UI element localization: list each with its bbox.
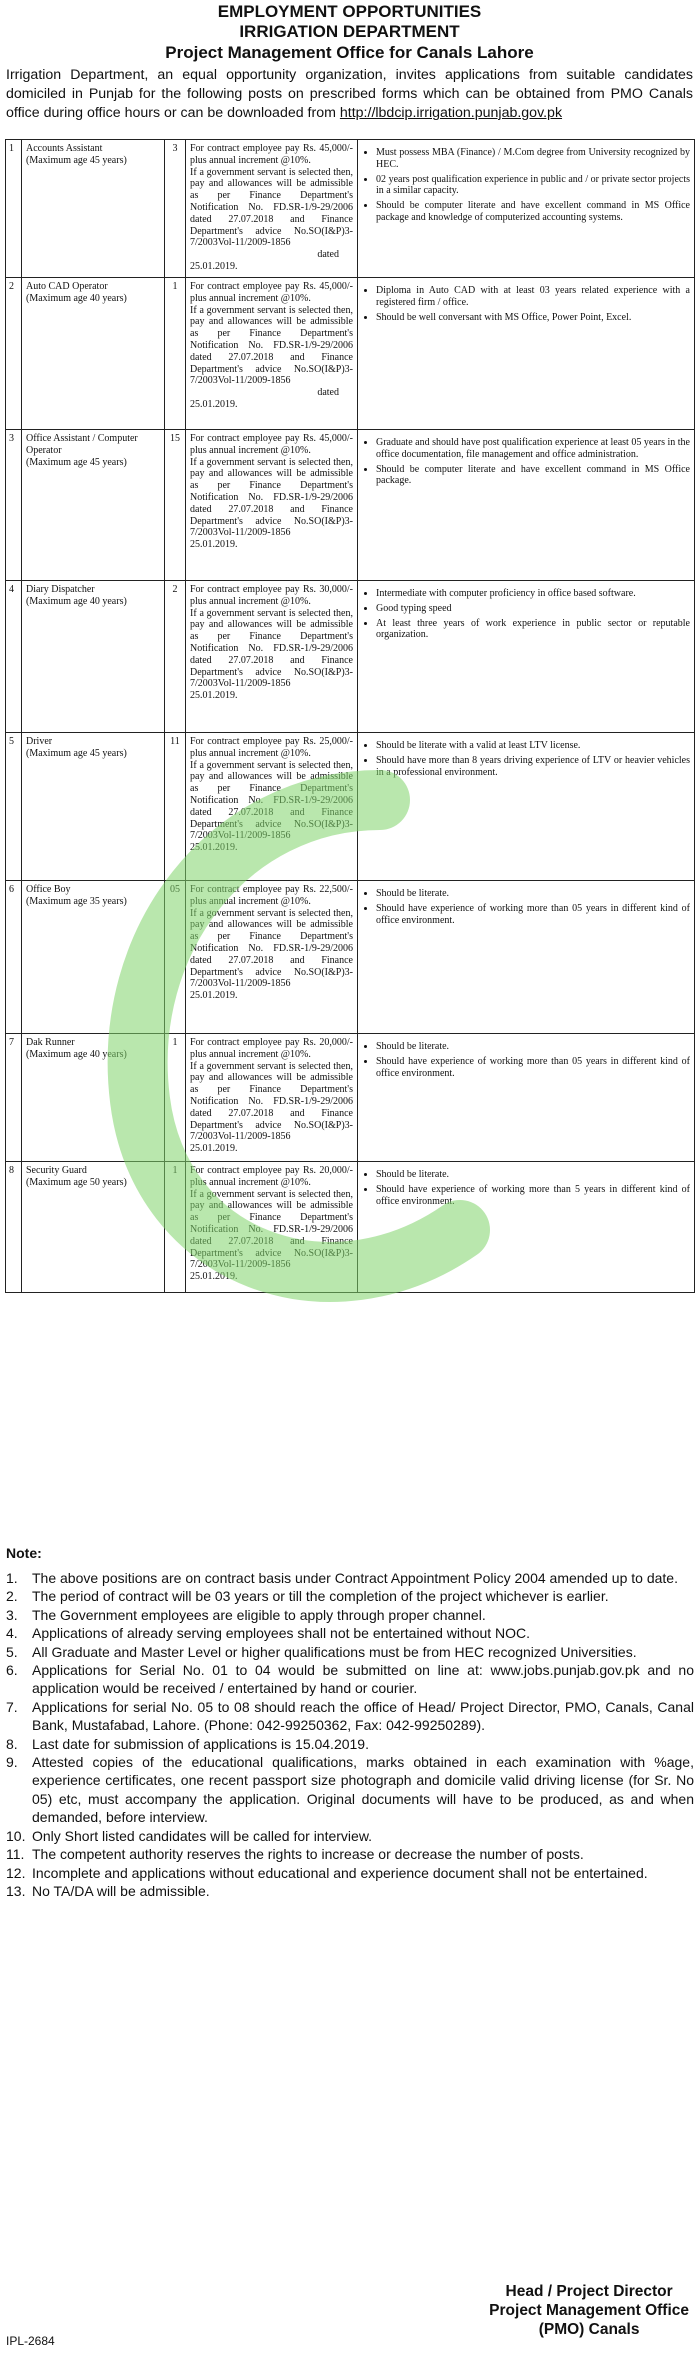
pay-cell [186, 581, 358, 733]
pay-date: 25.01.2019. [190, 990, 238, 1002]
post-row [6, 733, 695, 881]
note-number: 3. [6, 1606, 18, 1623]
note-text: The above positions are on contract basis under Contract Appointment Policy 2004 amended up to date. [32, 1570, 678, 1586]
note-number: 1. [6, 1570, 18, 1586]
requirement-item: • 02 years post qualification experience in public and / or private sector projects in a similar capacity. [376, 174, 690, 198]
note-text: The Government employees are eligible to apply through proper channel. [32, 1606, 486, 1623]
post-count: 05 [165, 881, 186, 1034]
note-number: 9. [6, 1754, 18, 1771]
pay-date: 25.01.2019. [190, 260, 238, 272]
pay-contract: For contract employee pay Rs. 45,000/- plus annual increment @10%. [190, 433, 353, 456]
note-text: No TA/DA will be admissible. [32, 1882, 210, 1899]
note-item [6, 1698, 694, 1735]
pay-contract: For contract employee pay Rs. 25,000/- plus annual increment @10%. [190, 736, 353, 759]
post-title: Driver [26, 736, 53, 747]
post-serial: 7 [6, 1034, 22, 1162]
note-item [6, 1661, 694, 1698]
post-name-cell [22, 140, 165, 278]
requirement-item: • At least three years of work experience in public sector or reputable organization. [376, 618, 690, 642]
requirements-cell [358, 1162, 695, 1293]
requirements-list [362, 588, 690, 641]
note-text: Applications for Serial No. 01 to 04 would be submitted on line at: www.jobs.punjab.gov.pk and no application would be received / entertained by hand or courier. [32, 1662, 694, 1697]
requirement-item: • Should have experience of working more than 05 years in different kind of office environment. [376, 903, 690, 927]
note-number: 2. [6, 1588, 18, 1605]
pay-contract: For contract employee pay Rs. 45,000/- plus annual increment @10%. [190, 281, 353, 304]
requirement-item: • Should have experience of working more than 5 years in different kind of office environment. [376, 1184, 690, 1208]
post-title: Auto CAD Operator [26, 281, 108, 292]
pay-date: 25.01.2019. [190, 690, 238, 702]
post-title: Office Assistant / Computer Operator [26, 433, 138, 456]
requirements-cell [358, 430, 695, 581]
pay-contract: For contract employee pay Rs. 22,500/- plus annual increment @10%. [190, 884, 353, 907]
note-number: 8. [6, 1735, 18, 1752]
header [0, 2, 699, 63]
ipl-reference: IPL-2684 [6, 2334, 55, 2348]
pay-date: 25.01.2019. [190, 398, 238, 410]
note-item [6, 1827, 694, 1845]
requirements-list [362, 740, 690, 778]
pay-cell [186, 430, 358, 581]
post-serial: 6 [6, 881, 22, 1034]
signature-office: Project Management Office [489, 2302, 689, 2319]
post-name-cell [22, 733, 165, 881]
requirement-item: • Should be literate. [376, 1169, 690, 1181]
signature-title: Head / Project Director [505, 2283, 673, 2300]
notes-title: Note: [6, 1545, 42, 1561]
requirements-cell [358, 278, 695, 430]
pay-cell [186, 733, 358, 881]
requirement-item: • Good typing speed [376, 603, 690, 615]
post-age-limit: (Maximum age 40 years) [26, 1048, 127, 1060]
note-item [6, 1864, 694, 1882]
post-count: 15 [165, 430, 186, 581]
header-title: EMPLOYMENT OPPORTUNITIES [217, 2, 482, 21]
note-text: Applications for serial No. 05 to 08 should reach the office of Head/ Project Director, PMO, Canals, Canal Bank, Mustafabad, Lahore. (Phone: 042-99250362, Fax: 042-99250289). [32, 1698, 694, 1734]
post-title: Office Boy [26, 884, 71, 895]
header-office: Project Management Office for Canals Lahore [165, 43, 534, 62]
note-item [6, 1845, 694, 1863]
post-count: 11 [165, 733, 186, 881]
posts-table [5, 139, 695, 1293]
requirement-item: • Intermediate with computer proficiency in office based software. [376, 588, 690, 600]
requirements-cell [358, 140, 695, 278]
pay-cell [186, 278, 358, 430]
note-number: 4. [6, 1625, 18, 1642]
post-name-cell [22, 1034, 165, 1162]
note-number: 13. [6, 1882, 26, 1899]
note-text: The period of contract will be 03 years or till the completion of the project whichever is earlier. [32, 1588, 609, 1605]
pay-contract: For contract employee pay Rs. 30,000/- plus annual increment @10%. [190, 584, 353, 607]
requirements-list [362, 1169, 690, 1207]
note-item [6, 1753, 694, 1827]
post-name-cell [22, 881, 165, 1034]
note-number: 11. [6, 1846, 25, 1863]
post-count: 1 [165, 1162, 186, 1293]
post-name-cell [22, 1162, 165, 1293]
post-count: 1 [165, 278, 186, 430]
post-serial: 5 [6, 733, 22, 881]
requirement-item: • Should be well conversant with MS Office, Power Point, Excel. [376, 312, 690, 324]
post-title: Accounts Assistant [26, 143, 103, 154]
post-count: 1 [165, 1034, 186, 1162]
post-row [6, 430, 695, 581]
requirements-list [362, 437, 690, 487]
pay-dated: dated [317, 387, 339, 399]
post-title: Security Guard [26, 1165, 87, 1176]
notes-list [6, 1569, 694, 1900]
note-text: Incomplete and applications without educational and experience document shall not be entertained. [32, 1864, 648, 1881]
pay-government: If a government servant is selected then, pay and allowances will be admissible as per Finance Department's Notification No. FD.SR-1/9-29/2006 dated 27.07.2018 and Finance Department's advice No.SO(I&P)3-7/2003Vol-11/2009-1856 [190, 1188, 353, 1271]
requirement-item: • Should be computer literate and have excellent command in MS Office package and knowledge of computerized accounting systems. [376, 200, 690, 224]
post-serial: 3 [6, 430, 22, 581]
pay-government: If a government servant is selected then, pay and allowances will be admissible as per Finance Department's Notification No. FD.SR-1/9-29/2006 dated 27.07.2018 and Finance Department's advice No.SO(I&P)3-7/2003Vol-11/2009-1856 [190, 456, 353, 539]
pay-government: If a government servant is selected then, pay and allowances will be admissible as per Finance Department's Notification No. FD.SR-1/9-29/2006 dated 27.07.2018 and Finance Department's advice No.SO(I&P)3-7/2003Vol-11/2009-1856 [190, 907, 353, 990]
requirement-item: • Should be literate. [376, 1041, 690, 1053]
requirements-cell [358, 881, 695, 1034]
pay-government: If a government servant is selected then, pay and allowances will be admissible as per Finance Department's Notification No. FD.SR-1/9-29/2006 dated 27.07.2018 and Finance Department's advice No.SO(I&P)3-7/2003Vol-11/2009-1856 [190, 1060, 353, 1143]
requirements-cell [358, 733, 695, 881]
post-title: Diary Dispatcher [26, 584, 95, 595]
requirement-item: • Diploma in Auto CAD with at least 03 years related experience with a registered firm / office. [376, 285, 690, 309]
post-age-limit: (Maximum age 45 years) [26, 747, 127, 759]
requirements-list [362, 285, 690, 323]
note-item [6, 1624, 694, 1642]
note-item [6, 1735, 694, 1753]
note-text: Attested copies of the educational qualifications, marks obtained in each examination with %age, experience certificates, one recent passport size photograph and domicile valid driving license (for Sr. No 05) etc, must accompany the application. Original documents will have to be produced, as and when demanded, before interview. [32, 1754, 694, 1826]
post-age-limit: (Maximum age 35 years) [26, 895, 127, 907]
pay-contract: For contract employee pay Rs. 45,000/- plus annual increment @10%. [190, 143, 353, 166]
post-age-limit: (Maximum age 45 years) [26, 154, 127, 166]
pay-cell [186, 1162, 358, 1293]
note-item [6, 1882, 694, 1900]
post-serial: 8 [6, 1162, 22, 1293]
notes-section [6, 1545, 694, 1900]
pay-cell [186, 1034, 358, 1162]
note-text: Last date for submission of applications is 15.04.2019. [32, 1735, 369, 1752]
post-row [6, 1034, 695, 1162]
post-age-limit: (Maximum age 50 years) [26, 1176, 127, 1188]
post-name-cell [22, 430, 165, 581]
pay-government: If a government servant is selected then, pay and allowances will be admissible as per Finance Department's Notification No. FD.SR-1/9-29/2006 dated 27.07.2018 and Finance Department's advice No.SO(I&P)3-7/2003Vol-11/2009-1856 [190, 304, 353, 387]
note-number: 7. [6, 1698, 18, 1715]
note-number: 12. [6, 1864, 26, 1881]
post-count: 2 [165, 581, 186, 733]
intro-paragraph [6, 66, 693, 123]
post-count: 3 [165, 140, 186, 278]
note-number: 10. [6, 1827, 26, 1844]
pay-contract: For contract employee pay Rs. 20,000/- plus annual increment @10%. [190, 1037, 353, 1060]
post-serial: 4 [6, 581, 22, 733]
post-title: Dak Runner [26, 1037, 75, 1048]
note-item [6, 1587, 694, 1605]
post-age-limit: (Maximum age 40 years) [26, 595, 127, 607]
pay-government: If a government servant is selected then, pay and allowances will be admissible as per Finance Department's Notification No. FD.SR-1/9-29/2006 dated 27.07.2018 and Finance Department's advice No.SO(I&P)3-7/2003Vol-11/2009-1856 [190, 759, 353, 842]
signature-block [489, 2282, 689, 2339]
pay-dated: dated [317, 249, 339, 261]
note-number: 6. [6, 1662, 18, 1679]
post-row [6, 881, 695, 1034]
note-number: 5. [6, 1643, 18, 1660]
requirement-item: • Should have more than 8 years driving experience of LTV or heavier vehicles in a professional environment. [376, 755, 690, 779]
post-serial: 1 [6, 140, 22, 278]
note-text: All Graduate and Master Level or higher qualifications must be from HEC recognized Universities. [32, 1643, 637, 1660]
post-row [6, 278, 695, 430]
note-item [6, 1569, 694, 1587]
pay-government: If a government servant is selected then, pay and allowances will be admissible as per Finance Department's Notification No. FD.SR-1/9-29/2006 dated 27.07.2018 and Finance Department's advice No.SO(I&P)3-7/2003Vol-11/2009-1856 [190, 607, 353, 690]
requirements-cell [358, 1034, 695, 1162]
requirement-item: • Should be computer literate and have excellent command in MS Office package. [376, 464, 690, 488]
post-age-limit: (Maximum age 40 years) [26, 292, 127, 304]
pay-cell [186, 881, 358, 1034]
download-link[interactable]: http://lbdcip.irrigation.punjab.gov.pk [339, 105, 563, 121]
pay-cell [186, 140, 358, 278]
note-text: The competent authority reserves the rights to increase or decrease the number of posts. [32, 1846, 584, 1863]
post-row [6, 581, 695, 733]
requirements-list [362, 888, 690, 926]
note-text: Applications of already serving employees shall not be entertained without NOC. [32, 1625, 531, 1642]
requirement-item: • Graduate and should have post qualification experience at least 05 years in the office documentation, file management and office administration. [376, 437, 690, 461]
note-item [6, 1606, 694, 1624]
pay-date: 25.01.2019. [190, 539, 238, 551]
post-row [6, 1162, 695, 1293]
pay-government: If a government servant is selected then, pay and allowances will be admissible as per Finance Department's Notification No. FD.SR-1/9-29/2006 dated 27.07.2018 and Finance Department's advice No.SO(I&P)3-7/2003Vol-11/2009-1856 [190, 166, 353, 249]
pay-date: 25.01.2019. [190, 1271, 238, 1283]
note-text: Only Short listed candidates will be called for interview. [32, 1827, 373, 1844]
intro-text: Irrigation Department, an equal opportunity organization, invites applications from suitable candidates domiciled in Punjab for the following posts on prescribed forms which can be obtained from PMO Canals office during office hours or can be downloaded from [6, 67, 693, 121]
post-name-cell [22, 581, 165, 733]
pay-date: 25.01.2019. [190, 1143, 238, 1155]
requirements-cell [358, 581, 695, 733]
pay-contract: For contract employee pay Rs. 20,000/- plus annual increment @10%. [190, 1165, 353, 1188]
note-item [6, 1643, 694, 1661]
requirement-item: • Should be literate with a valid at least LTV license. [376, 740, 690, 752]
requirement-item: • Must possess MBA (Finance) / M.Com degree from University recognized by HEC. [376, 147, 690, 171]
requirements-list [362, 147, 690, 224]
requirement-item: • Should have experience of working more than 05 years in different kind of office environment. [376, 1056, 690, 1080]
post-row [6, 140, 695, 278]
requirements-list [362, 1041, 690, 1079]
pay-date: 25.01.2019. [190, 842, 238, 854]
signature-unit: (PMO) Canals [538, 2321, 640, 2338]
requirement-item: • Should be literate. [376, 888, 690, 900]
post-age-limit: (Maximum age 45 years) [26, 456, 127, 468]
header-department: IRRIGATION DEPARTMENT [239, 22, 460, 41]
post-name-cell [22, 278, 165, 430]
post-serial: 2 [6, 278, 22, 430]
